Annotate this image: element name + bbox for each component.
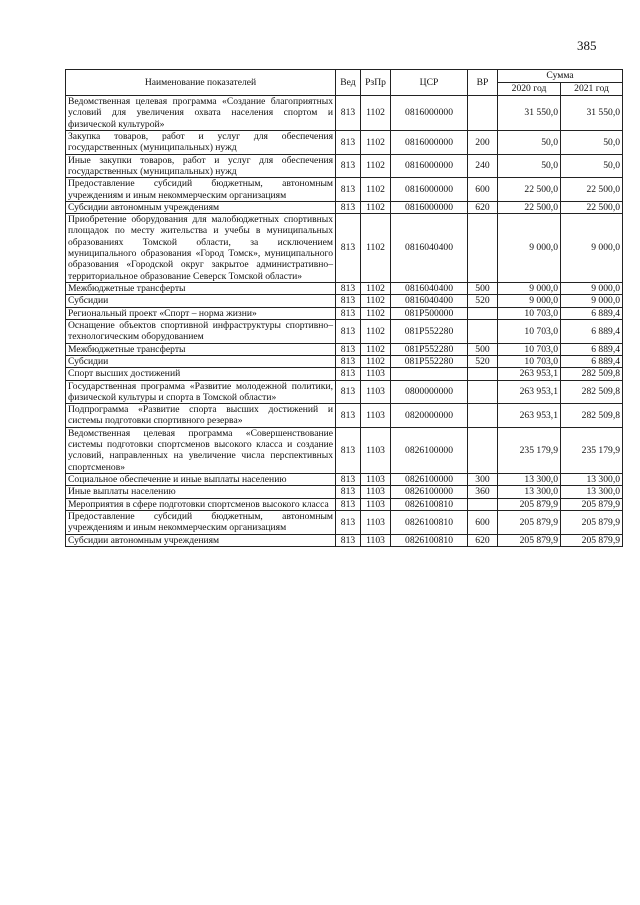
cell-amount-2021: 9 000,0 [561,214,623,283]
cell-amount-2020: 10 703,0 [498,355,561,367]
cell-ved: 813 [336,343,361,355]
header-name: Наименование показателей [66,70,336,96]
cell-rzpr: 1103 [361,534,391,546]
cell-amount-2021: 6 889,4 [561,319,623,343]
cell-vr: 520 [468,355,498,367]
cell-name: Подпрограмма «Развитие спорта высших достижений и системы подготовки спортивного резерва» [66,404,336,428]
table-row [66,404,623,428]
cell-vr [468,307,498,319]
cell-csr: 0816040400 [391,214,468,283]
cell-rzpr: 1102 [361,154,391,178]
cell-ved: 813 [336,474,361,486]
cell-rzpr: 1102 [361,96,391,131]
cell-amount-2020: 205 879,9 [498,498,561,510]
cell-amount-2020: 263 953,1 [498,368,561,380]
cell-rzpr: 1102 [361,295,391,307]
budget-table [65,69,623,547]
table-row [66,96,623,131]
cell-amount-2021: 22 500,0 [561,178,623,202]
table-row [66,214,623,283]
cell-rzpr: 1102 [361,343,391,355]
cell-vr: 500 [468,283,498,295]
cell-amount-2021: 235 179,9 [561,427,623,473]
table-row [66,154,623,178]
cell-amount-2021: 13 300,0 [561,486,623,498]
cell-name: Региональный проект «Спорт – норма жизни» [66,307,336,319]
cell-csr: 0826100000 [391,474,468,486]
cell-vr [468,404,498,428]
cell-name: Межбюджетные трансферты [66,343,336,355]
cell-csr: 0816000000 [391,96,468,131]
cell-amount-2020: 205 879,9 [498,510,561,534]
table-row [66,498,623,510]
header-vr: ВР [468,70,498,96]
header-year-2020: 2020 год [498,83,561,96]
table-row [66,510,623,534]
table-row [66,178,623,202]
cell-amount-2020: 50,0 [498,130,561,154]
cell-ved: 813 [336,96,361,131]
cell-amount-2021: 9 000,0 [561,283,623,295]
cell-ved: 813 [336,201,361,213]
cell-ved: 813 [336,178,361,202]
cell-ved: 813 [336,427,361,473]
cell-amount-2020: 10 703,0 [498,307,561,319]
cell-amount-2021: 6 889,4 [561,355,623,367]
cell-rzpr: 1103 [361,368,391,380]
cell-amount-2020: 263 953,1 [498,404,561,428]
cell-csr: 0816000000 [391,130,468,154]
header-sum: Сумма [498,70,623,83]
cell-name: Субсидии автономным учреждениям [66,201,336,213]
cell-name: Межбюджетные трансферты [66,283,336,295]
cell-rzpr: 1102 [361,283,391,295]
cell-amount-2021: 9 000,0 [561,295,623,307]
cell-ved: 813 [336,307,361,319]
cell-name: Предоставление субсидий бюджетным, автономным учреждениям и иным некоммерческим организациям [66,178,336,202]
cell-amount-2021: 282 509,8 [561,380,623,404]
table-row [66,319,623,343]
cell-vr [468,498,498,510]
cell-ved: 813 [336,368,361,380]
table-row [66,427,623,473]
cell-vr [468,380,498,404]
table-row [66,307,623,319]
cell-vr: 240 [468,154,498,178]
cell-ved: 813 [336,486,361,498]
cell-amount-2020: 9 000,0 [498,283,561,295]
cell-name: Оснащение объектов спортивной инфраструктуры спортивно–технологическим оборудованием [66,319,336,343]
cell-vr [468,96,498,131]
cell-name: Мероприятия в сфере подготовки спортсменов высокого класса [66,498,336,510]
table-row [66,343,623,355]
header-csr: ЦСР [391,70,468,96]
page-number: 385 [577,38,597,53]
cell-csr [391,368,468,380]
cell-ved: 813 [336,534,361,546]
cell-amount-2021: 205 879,9 [561,534,623,546]
cell-vr: 360 [468,486,498,498]
cell-rzpr: 1103 [361,474,391,486]
cell-ved: 813 [336,380,361,404]
cell-amount-2021: 50,0 [561,130,623,154]
cell-csr: 081P552280 [391,319,468,343]
cell-rzpr: 1103 [361,380,391,404]
table-row [66,380,623,404]
cell-vr [468,319,498,343]
cell-amount-2020: 13 300,0 [498,486,561,498]
cell-name: Спорт высших достижений [66,368,336,380]
cell-ved: 813 [336,355,361,367]
cell-amount-2020: 10 703,0 [498,343,561,355]
cell-ved: 813 [336,404,361,428]
cell-name: Субсидии автономным учреждениям [66,534,336,546]
cell-vr: 620 [468,201,498,213]
cell-csr: 0826100000 [391,486,468,498]
cell-name: Предоставление субсидий бюджетным, автономным учреждениям и иным некоммерческим организациям [66,510,336,534]
cell-amount-2021: 6 889,4 [561,307,623,319]
cell-csr: 0826100810 [391,534,468,546]
cell-amount-2020: 50,0 [498,154,561,178]
cell-name: Иные закупки товаров, работ и услуг для обеспечения государственных (муниципальных) нужд [66,154,336,178]
cell-csr: 081P552280 [391,355,468,367]
cell-vr: 520 [468,295,498,307]
cell-amount-2020: 22 500,0 [498,201,561,213]
cell-name: Субсидии [66,355,336,367]
cell-vr [468,214,498,283]
header-year-2021: 2021 год [561,83,623,96]
cell-rzpr: 1103 [361,510,391,534]
table-row [66,368,623,380]
cell-amount-2020: 9 000,0 [498,295,561,307]
cell-amount-2020: 235 179,9 [498,427,561,473]
cell-ved: 813 [336,510,361,534]
cell-amount-2021: 22 500,0 [561,201,623,213]
cell-amount-2020: 263 953,1 [498,380,561,404]
cell-ved: 813 [336,283,361,295]
cell-amount-2021: 282 509,8 [561,368,623,380]
cell-ved: 813 [336,130,361,154]
cell-amount-2021: 6 889,4 [561,343,623,355]
cell-rzpr: 1102 [361,214,391,283]
cell-rzpr: 1102 [361,355,391,367]
cell-csr: 0816040400 [391,283,468,295]
cell-rzpr: 1102 [361,201,391,213]
cell-vr: 600 [468,178,498,202]
cell-csr: 0816000000 [391,154,468,178]
cell-amount-2020: 205 879,9 [498,534,561,546]
cell-vr: 300 [468,474,498,486]
cell-ved: 813 [336,154,361,178]
header-rzpr: РзПр [361,70,391,96]
header-ved: Вед [336,70,361,96]
table-row [66,486,623,498]
cell-vr: 500 [468,343,498,355]
table-row [66,534,623,546]
cell-csr: 0820000000 [391,404,468,428]
cell-csr: 081P500000 [391,307,468,319]
cell-name: Иные выплаты населению [66,486,336,498]
cell-amount-2020: 9 000,0 [498,214,561,283]
table-header [66,70,623,96]
cell-amount-2021: 50,0 [561,154,623,178]
cell-ved: 813 [336,214,361,283]
cell-rzpr: 1102 [361,130,391,154]
cell-vr: 620 [468,534,498,546]
cell-amount-2020: 13 300,0 [498,474,561,486]
cell-name: Государственная программа «Развитие молодежной политики, физической культуры и спорта в Томской области» [66,380,336,404]
cell-amount-2021: 13 300,0 [561,474,623,486]
table-body [66,96,623,547]
cell-rzpr: 1102 [361,178,391,202]
cell-csr: 0826100810 [391,510,468,534]
cell-vr: 600 [468,510,498,534]
cell-amount-2020: 22 500,0 [498,178,561,202]
table-row [66,355,623,367]
cell-amount-2021: 282 509,8 [561,404,623,428]
cell-name: Ведомственная целевая программа «Создание благоприятных условий для увеличения охвата населения спортом и физической культурой» [66,96,336,131]
cell-csr: 0816000000 [391,201,468,213]
cell-name: Закупка товаров, работ и услуг для обеспечения государственных (муниципальных) нужд [66,130,336,154]
table-row [66,295,623,307]
cell-name: Приобретение оборудования для малобюджетных спортивных площадок по месту жительства и учебы в муниципальных образованиях Томской области, за исключением муниципального образования «Город Томск», муниципального образования «Городской округ закрытое административно–территориальное образование Северск Томской области» [66,214,336,283]
cell-ved: 813 [336,295,361,307]
cell-ved: 813 [336,319,361,343]
cell-rzpr: 1103 [361,404,391,428]
table-row [66,130,623,154]
table-row [66,201,623,213]
cell-csr: 0816040400 [391,295,468,307]
cell-amount-2020: 31 550,0 [498,96,561,131]
cell-csr: 0800000000 [391,380,468,404]
cell-rzpr: 1103 [361,498,391,510]
cell-rzpr: 1102 [361,319,391,343]
cell-amount-2021: 205 879,9 [561,498,623,510]
cell-amount-2020: 10 703,0 [498,319,561,343]
cell-rzpr: 1103 [361,486,391,498]
cell-csr: 0816000000 [391,178,468,202]
table-row [66,283,623,295]
cell-csr: 0826100000 [391,427,468,473]
cell-amount-2021: 31 550,0 [561,96,623,131]
cell-vr [468,427,498,473]
cell-name: Социальное обеспечение и иные выплаты населению [66,474,336,486]
cell-vr [468,368,498,380]
cell-rzpr: 1103 [361,427,391,473]
table-row [66,474,623,486]
cell-name: Субсидии [66,295,336,307]
cell-ved: 813 [336,498,361,510]
cell-amount-2021: 205 879,9 [561,510,623,534]
cell-csr: 0826100810 [391,498,468,510]
cell-rzpr: 1102 [361,307,391,319]
cell-vr: 200 [468,130,498,154]
cell-csr: 081P552280 [391,343,468,355]
cell-name: Ведомственная целевая программа «Совершенствование системы подготовки спортсменов высокого класса и создание условий, направленных на увеличение числа перспективных спортсменов» [66,427,336,473]
